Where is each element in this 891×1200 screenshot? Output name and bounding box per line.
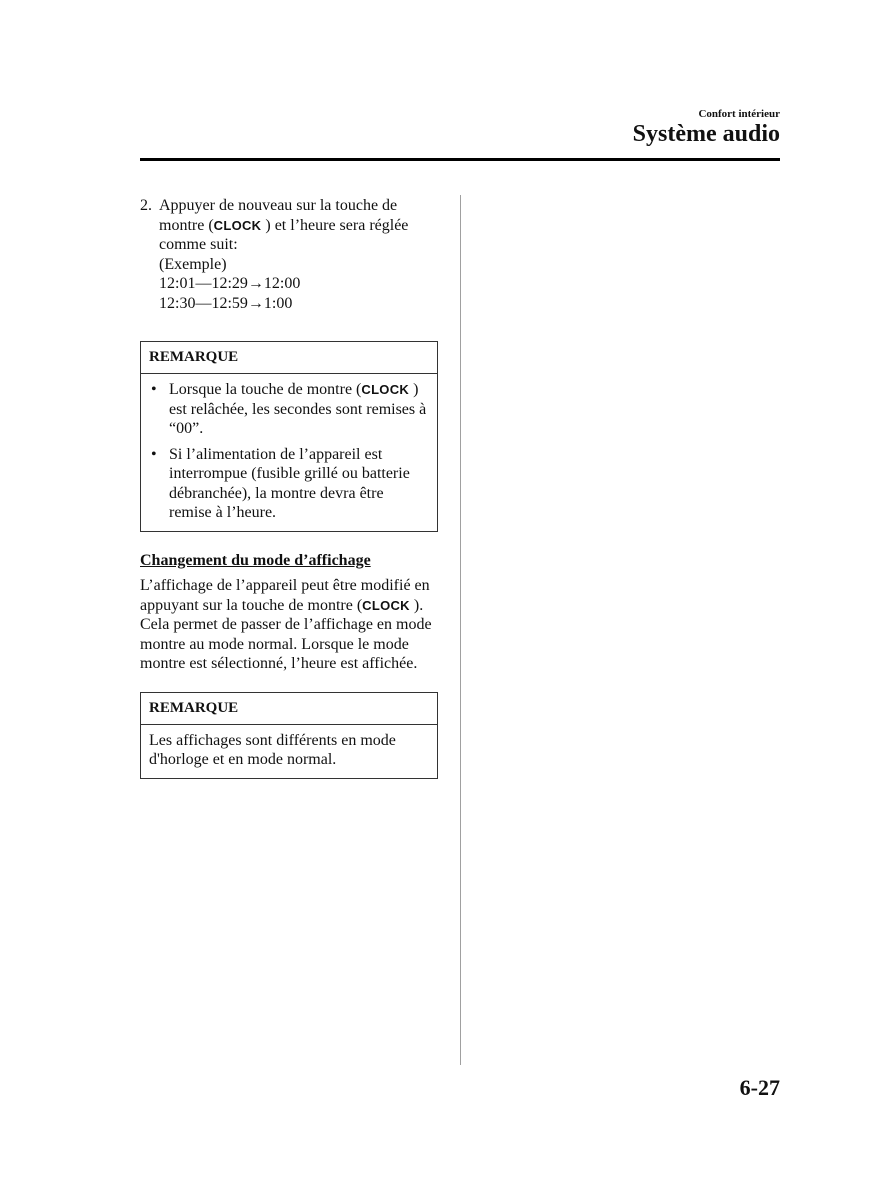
note-bullet — [149, 445, 429, 523]
paragraph-text-after-key: ). Cela permet de passer de l’affichage en mode montre au mode normal. Lorsque le mode montre est sélectionné, l’heure est affichée. — [140, 596, 432, 672]
subsection-heading: Changement du mode d’affichage — [140, 551, 371, 569]
step-number: 2. — [140, 197, 152, 214]
note-bullet — [149, 380, 429, 439]
bullet-icon: • — [151, 445, 157, 463]
bullet-text: Si l’alimentation de l’appareil est interrompue (fusible grillé ou batterie débranchée), la montre devra être remise à l’heure. — [169, 445, 410, 521]
note-box — [140, 692, 438, 779]
bullet-text — [169, 380, 429, 439]
step-instruction — [159, 196, 438, 255]
section-label: Confort intérieur — [698, 108, 780, 120]
note-body — [141, 374, 437, 531]
note-heading: REMARQUE — [141, 342, 437, 374]
bullet-text-before-key: Lorsque la touche de montre ( — [169, 381, 362, 398]
clock-key-label: CLOCK — [362, 597, 410, 613]
step-body — [159, 196, 438, 313]
note-body: Les affichages sont différents en mode d'horloge et en mode normal. — [149, 731, 396, 768]
note-heading: REMARQUE — [141, 693, 437, 725]
example-label: (Exemple) — [159, 255, 227, 273]
step-2 — [140, 196, 438, 313]
body-paragraph — [140, 576, 438, 674]
page-number: 6-27 — [739, 1075, 780, 1100]
header-rule — [140, 158, 780, 161]
paragraph-text-before-key: L’affichage de l’appareil peut être modifié en appuyant sur la touche de montre ( — [140, 577, 430, 614]
example-line: 12:30—12:59→1:00 — [159, 294, 293, 312]
clock-key-label: CLOCK — [213, 217, 262, 233]
bullet-icon: • — [151, 381, 157, 398]
step-text-before-key: Appuyer de nouveau sur la touche de montre ( — [159, 197, 398, 234]
example-line: 12:01—12:29→12:00 — [159, 275, 301, 292]
bullet-text-after-key: ) est relâchée, les secondes sont remises à “00”. — [169, 381, 427, 437]
step-text-after-key: ) et l’heure sera réglée comme suit: — [159, 216, 409, 253]
left-column — [140, 196, 438, 779]
note-box — [140, 341, 438, 532]
page-title: Système audio — [632, 121, 780, 147]
column-divider — [460, 195, 461, 1065]
clock-key-label: CLOCK — [361, 382, 410, 397]
